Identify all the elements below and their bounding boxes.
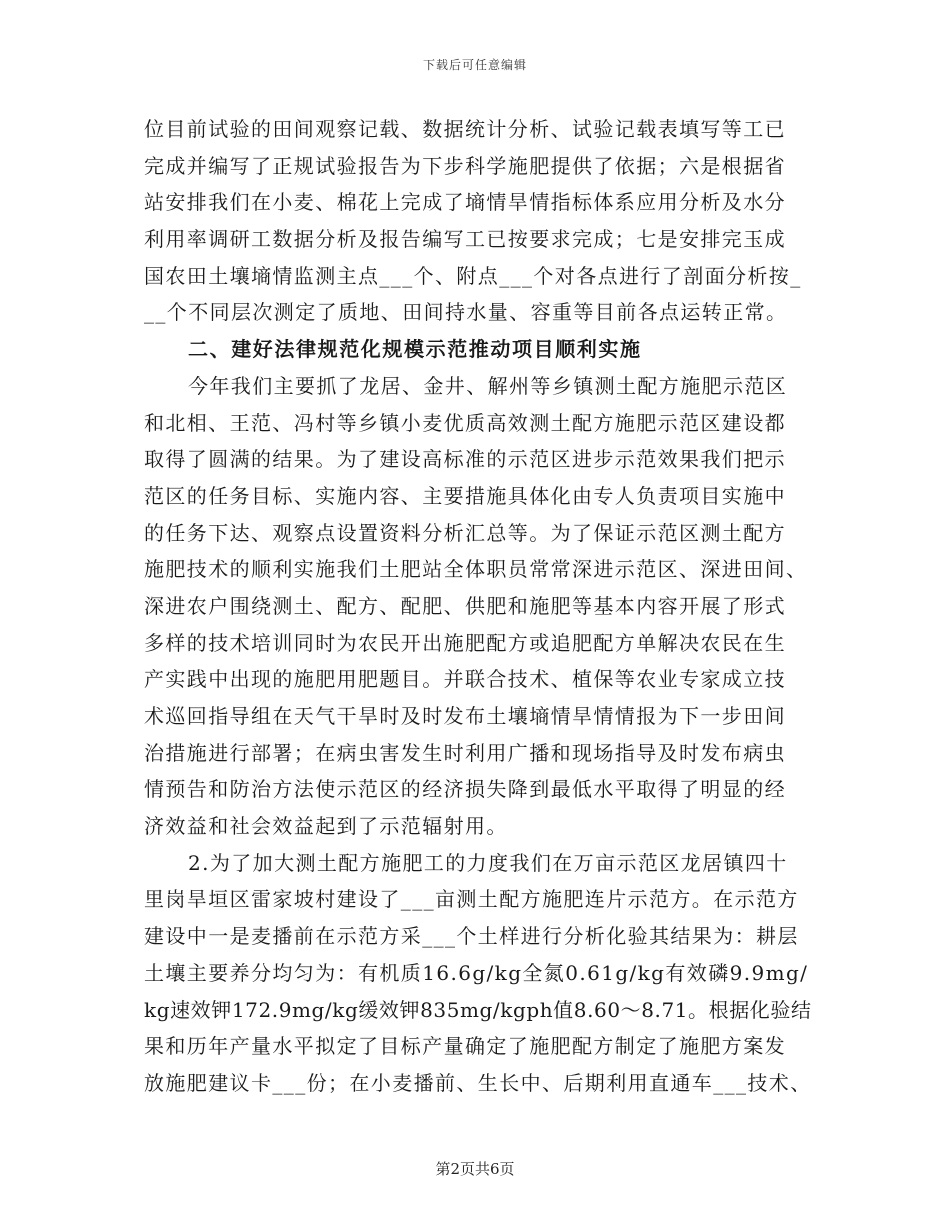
- body-text-line: 今年我们主要抓了龙居、金井、解州等乡镇测土配方施肥示范区: [188, 373, 788, 398]
- body-text-line: 站安排我们在小麦、棉花上完成了墒情旱情指标体系应用分析及水分: [144, 190, 786, 215]
- body-text-line: 土壤主要养分均匀为：有机质16.6g/kg全氮0.61g/kg有效磷9.9mg/: [144, 960, 809, 985]
- body-text-line: 2.为了加大测土配方施肥工的力度我们在万亩示范区龙居镇四十: [188, 850, 788, 875]
- body-text-line: 范区的任务目标、实施内容、主要措施具体化由专人负责项目实施中: [144, 483, 786, 508]
- page-number-footer: 第2页共6页: [435, 1160, 515, 1178]
- body-text-line: 位目前试验的田间观察记载、数据统计分析、试验记载表填写等工已: [144, 117, 786, 141]
- body-text-line: 里岗旱垣区雷家坡村建设了___亩测土配方施肥连片示范方。在示范方: [144, 887, 799, 912]
- body-text-line: 完成并编写了正规试验报告为下步科学施肥提供了依据；六是根据省: [144, 153, 786, 178]
- body-text-line: 产实践中出现的施肥用肥题目。并联合技术、植保等农业专家成立技: [144, 667, 786, 692]
- body-text-line: 建设中一是麦播前在示范方采___个土样进行分析化验其结果为：耕层: [144, 924, 799, 949]
- body-text-line: 取得了圆满的结果。为了建设高标准的示范区进步示范效果我们把示: [144, 447, 786, 472]
- body-text-line: 果和历年产量水平拟定了目标产量确定了施肥配方制定了施肥方案发: [144, 1034, 786, 1059]
- body-text-line: 治措施进行部署；在病虫害发生时利用广播和现场指导及时发布病虫: [144, 740, 786, 765]
- body-text-line: __个不同层次测定了质地、田间持水量、容重等目前各点运转正常。: [144, 300, 788, 325]
- body-text-line: 放施肥建议卡___份；在小麦播前、生长中、后期利用直通车___技术、: [144, 1070, 812, 1095]
- section-heading: 二、建好法律规范化规模示范推动项目顺利实施: [188, 337, 642, 362]
- body-text-line: 的任务下达、观察点设置资料分析汇总等。为了保证示范区测土配方: [144, 520, 786, 545]
- document-body: [144, 111, 812, 1102]
- page-header: 下载后可任意编辑: [422, 58, 527, 72]
- body-text-line: kg速效钾172.9mg/kg缓效钾835mg/kgph值8.60～8.71。根据化验结: [144, 997, 812, 1022]
- body-text-line: 利用率调研工数据分析及报告编写工已按要求完成；七是安排完玉成: [144, 227, 786, 252]
- body-text-line: 多样的技术培训同时为农民开出施肥配方或追肥配方单解决农民在生: [144, 630, 786, 655]
- body-text-line: 国农田土壤墒情监测主点___个、附点___个对各点进行了剖面分析按_: [144, 263, 802, 288]
- body-text-line: 术巡回指导组在天气干旱时及时发布土壤墒情旱情情报为下一步田间: [144, 704, 786, 728]
- body-text-line: 情预告和防治方法使示范区的经济损失降到最低水平取得了明显的经: [144, 777, 786, 802]
- body-text-line: 深进农户围绕测土、配方、配肥、供肥和施肥等基本内容开展了形式: [144, 593, 786, 618]
- body-text-line: 济效益和社会效益起到了示范辐射用。: [144, 814, 508, 839]
- body-text-line: 施肥技术的顺利实施我们土肥站全体职员常常深进示范区、深进田间、: [144, 557, 808, 582]
- body-text-line: 和北相、王范、冯村等乡镇小麦优质高效测土配方施肥示范区建设都: [144, 410, 786, 435]
